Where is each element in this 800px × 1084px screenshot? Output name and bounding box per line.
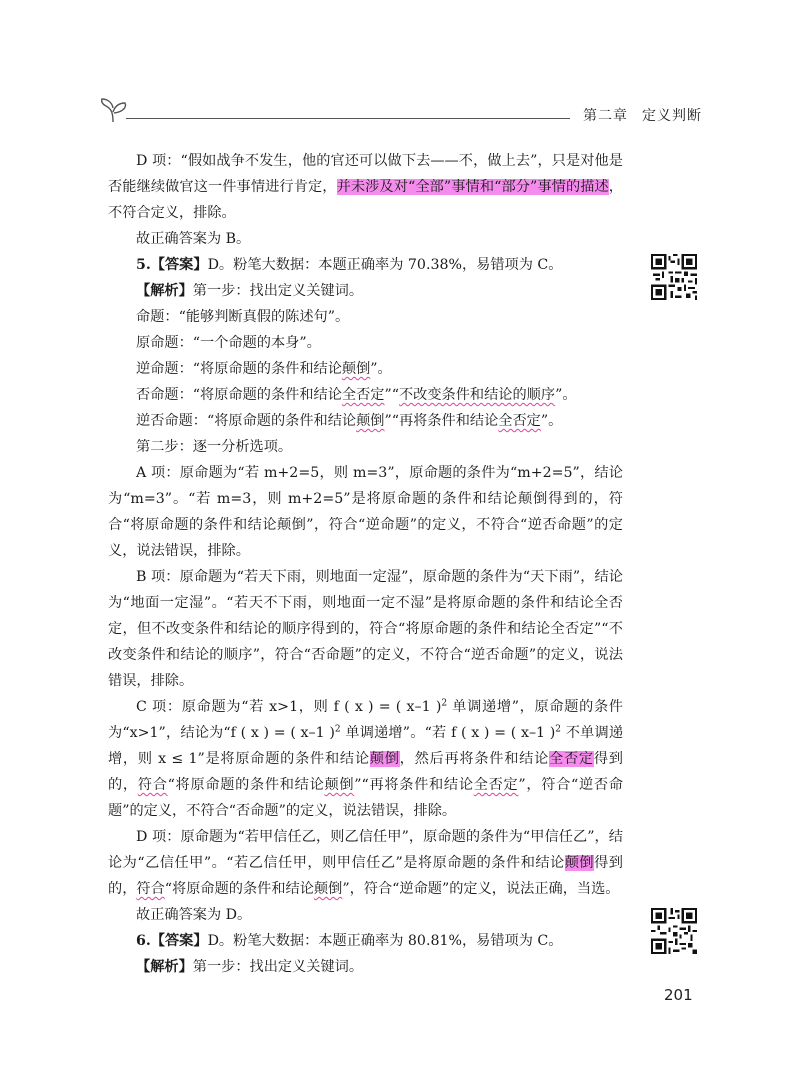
page-number: 201 [664, 986, 693, 1004]
bold-label: 6.【答案】 [136, 933, 208, 949]
text-run: D。粉笔大数据：本题正确率为 70.38%，易错项为 C。 [207, 257, 563, 273]
text-run: 得到的， [108, 855, 623, 897]
text-run: 单调递增”，原命题的条件为“x>1”，结论为“f ( x ) = ( x–1 ) [108, 699, 623, 741]
highlighted-text: 并未涉及对“全部”事情和“部分”事情的描述 [336, 179, 609, 195]
text-run: D 项：原命题为“若甲信任乙，则乙信任甲”，原命题的条件为“甲信任乙”，结论为“乙信任甲”。“若乙信任甲，则甲信任乙”是将原命题的条件和结论 [108, 829, 623, 871]
text-run: 不单调递增，则 x ≤ 1”是将原命题的条件和结论 [108, 725, 624, 767]
text-run: 单调递增”。“若 f ( x ) = ( x–1 ) [340, 725, 556, 741]
text-run: ，然后再将条件和结论 [399, 751, 550, 767]
text-run: ”“再将条件和结论 [354, 777, 474, 793]
paragraph [108, 824, 623, 902]
header-rule [126, 118, 570, 119]
paragraph [108, 954, 623, 980]
wavy-underlined-text: 颠倒 [313, 881, 343, 897]
running-header [100, 98, 710, 128]
paragraph [108, 330, 623, 356]
paragraph [108, 928, 623, 954]
superscript: 2 [555, 724, 562, 735]
wavy-underlined-text: 不改变条件和结论的顺序 [398, 387, 556, 403]
answer-explanation-text [108, 148, 623, 980]
text-run: 故正确答案为 B。 [136, 231, 251, 247]
text-run: C 项：原命题为“若 x>1，则 f ( x ) = ( x–1 ) [136, 699, 442, 715]
chapter-label: 第二章 [583, 108, 628, 124]
text-run: D。粉笔大数据：本题正确率为 80.81%，易错项为 C。 [207, 933, 563, 949]
qr-code-icon [651, 254, 697, 300]
text-run: ”。 [555, 387, 577, 403]
paragraph [108, 408, 623, 434]
text-run: 逆命题：“将原命题的条件和结论 [136, 361, 342, 377]
wavy-underlined-text: 全否定 [473, 777, 519, 793]
superscript: 2 [441, 698, 448, 709]
bold-label: 【解析】 [136, 959, 193, 975]
highlighted-text: 颠倒 [564, 855, 595, 871]
text-run: B 项：原命题为“若天下雨，则地面一定湿”，原命题的条件为“天下雨”，结论为“地面一定湿”。“若天不下雨，则地面一定不湿”是将原命题的条件和结论全否定，但不改变条件和结论的顺序得到的，符合“将原命题的条件和结论全否定”“不改变条件和结论的顺序”，符合“否命题”的定义，不符合“逆否命题”的定义，说法错误，排除。 [108, 569, 623, 689]
paragraph [108, 278, 623, 304]
qr-code-question-6[interactable] [651, 908, 697, 954]
sprout-icon [100, 98, 130, 124]
wavy-underlined-text: 颠倒 [356, 413, 385, 429]
wavy-underlined-text: 全否定 [498, 413, 541, 429]
text-run: ”。 [370, 361, 392, 377]
wavy-underlined-text: 颠倒 [324, 777, 355, 793]
text-run: “将原命题的条件和结论 [167, 777, 325, 793]
superscript: 2 [334, 724, 341, 735]
wavy-underlined-text: 颠倒 [341, 361, 371, 377]
wavy-underlined-text: 全否定 [341, 387, 385, 403]
paragraph [108, 434, 623, 460]
paragraph [108, 356, 623, 382]
text-run: D 项：“假如战争不发生，他的官还可以做下去——不，做上去”，只是对他是否能继续做官这一件事情进行肯定， [108, 153, 623, 195]
paragraph [108, 226, 623, 252]
wavy-underlined-text: 符合 [136, 881, 165, 897]
text-run: 第一步：找出定义关键词。 [192, 283, 364, 299]
text-run: ”。 [540, 413, 563, 429]
text-run: 逆否命题：“将原命题的条件和结论 [136, 413, 357, 429]
bold-label: 【解析】 [136, 283, 193, 299]
paragraph [108, 564, 623, 694]
text-run: ，不符合定义，排除。 [108, 179, 623, 221]
highlighted-text: 全否定 [549, 751, 594, 767]
bold-label: 5.【答案】 [136, 257, 208, 273]
qr-code-question-5[interactable] [651, 254, 697, 300]
text-run: ”，符合“逆否命题”的定义，不符合“否命题”的定义，说法错误，排除。 [108, 777, 623, 819]
paragraph [108, 382, 623, 408]
paragraph [108, 148, 623, 226]
text-run: “将原命题的条件和结论 [164, 881, 314, 897]
text-run: 得到的， [108, 751, 623, 793]
paragraph [108, 902, 623, 928]
text-run: 否命题：“将原命题的条件和结论 [136, 387, 342, 403]
paragraph [108, 252, 623, 278]
chapter-title [583, 105, 702, 125]
text-run: ”“ [384, 387, 399, 403]
text-run: ”“再将条件和结论 [384, 413, 499, 429]
text-run: 故正确答案为 D。 [136, 907, 252, 923]
text-run: 第二步：逐一分析选项。 [136, 439, 293, 455]
highlighted-text: 颠倒 [369, 751, 400, 767]
paragraph [108, 460, 623, 564]
paragraph [108, 694, 623, 824]
text-run: 命题：“能够判断真假的陈述句”。 [136, 309, 350, 325]
text-run: 原命题：“一个命题的本身”。 [136, 335, 321, 351]
qr-code-icon [651, 908, 697, 954]
text-run: A 项：原命题为“若 m+2=5，则 m=3”，原命题的条件为“m+2=5”，结论为“m=3”。“若 m=3，则 m+2=5”是将原命题的条件和结论颠倒得到的，符合“将原命题的条件和结论颠倒”，符合“逆命题”的定义，不符合“逆否命题”的定义，说法错误，排除。 [108, 465, 623, 559]
section-label: 定义判断 [642, 108, 702, 124]
text-run: 第一步：找出定义关键词。 [192, 959, 364, 975]
text-run: ”，符合“逆命题”的定义，说法正确，当选。 [342, 881, 620, 897]
wavy-underlined-text: 符合 [137, 777, 168, 793]
paragraph [108, 304, 623, 330]
